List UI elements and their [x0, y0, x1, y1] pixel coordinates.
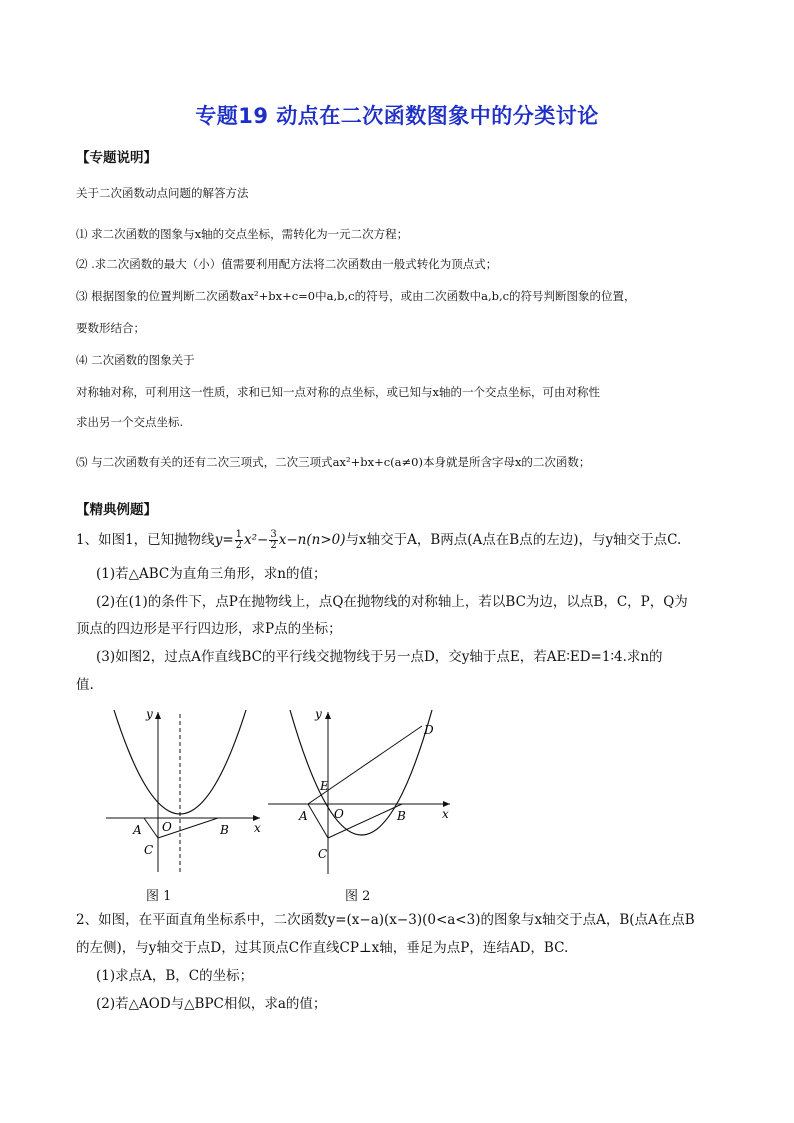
- label-c: C: [144, 843, 154, 857]
- eq-y: y: [214, 532, 223, 548]
- frac-numerator: 3: [270, 529, 277, 540]
- figure-2-caption: 图 2: [345, 889, 371, 904]
- method-item-2: ⑵ .求二次函数的最大（小）值需要利用配方法将二次函数由一般式转化为顶点式；: [76, 257, 498, 271]
- problem-1-prefix: 1、如图1，已知抛物线: [76, 532, 215, 548]
- label-o: O: [334, 807, 344, 821]
- label-a: A: [133, 823, 142, 837]
- fraction-three-halves: [269, 530, 277, 551]
- label-e: E: [320, 779, 329, 793]
- method-item-4-line2: 对称轴对称，可利用这一性质，求和已知一点对称的点坐标，或已知与x轴的一个交点坐标，可由对称性: [76, 385, 600, 399]
- problem-2-statement-line2: 的左侧)，与y轴交于点D，过其顶点C作直线CP⊥x轴，垂足为点P，连结AD，BC.: [76, 940, 569, 956]
- problem-2-question-2: (2)若△AOD与△BPC相似，求a的值；: [96, 996, 327, 1012]
- label-y: y: [146, 707, 153, 721]
- method-item-5: ⑸ 与二次函数有关的还有二次三项式，二次三项式ax²+bx+c(a≠0)本身就是所含字母x的二次函数；: [76, 455, 591, 469]
- eq-remainder: x−n(n>0): [278, 532, 346, 548]
- problem-1-suffix: 与x轴交于A，B两点(A点在B点的左边)，与y轴交于点C.: [345, 532, 682, 548]
- frac-denominator: 2: [270, 540, 277, 551]
- figure-2: [262, 700, 462, 884]
- figure-1-graph: [100, 700, 270, 880]
- problem-1-statement: [76, 530, 681, 551]
- problem-1-question-2-line1: (2)在(1)的条件下，点P在抛物线上，点Q在抛物线的对称轴上，若以BC为边，以点B，C，P，Q为: [96, 594, 688, 610]
- method-item-3-line2: 要数形结合；: [76, 321, 145, 335]
- intro-text: 关于二次函数动点问题的解答方法: [76, 186, 249, 200]
- frac-denominator: 2: [235, 540, 243, 551]
- method-item-3-line1: ⑶ 根据图象的位置判断二次函数ax²+bx+c=0中a,b,c的符号，或由二次函数中a,b,c的符号判断图象的位置，: [76, 289, 636, 303]
- problem-1-question-3-line2: 值.: [76, 677, 94, 693]
- label-x: x: [442, 807, 449, 821]
- eq-equals: =: [222, 532, 234, 548]
- y-axis-arrow: [325, 712, 331, 719]
- frac-numerator: 1: [235, 529, 243, 540]
- fraction-one-half: [235, 530, 243, 551]
- label-o: O: [162, 820, 172, 834]
- segment-ac: [308, 804, 328, 838]
- problem-1-question-3-line1: (3)如图2，过点A作直线BC的平行线交抛物线于另一点D，交y轴于点E，若AE∶ED=1∶4.求n的: [96, 649, 663, 665]
- segment-ac: [144, 818, 158, 838]
- label-b: B: [220, 823, 229, 837]
- parabola-curve: [290, 710, 432, 835]
- figure-2-graph: [262, 700, 462, 880]
- problem-2-question-1: (1)求点A，B，C的坐标；: [96, 968, 254, 984]
- label-y: y: [315, 707, 322, 721]
- figure-1: [100, 700, 270, 884]
- label-d: D: [424, 723, 434, 737]
- page-title: 专题19 动点在二次函数图象中的分类讨论: [195, 104, 599, 128]
- method-item-1: ⑴ 求二次函数的图象与x轴的交点坐标，需转化为一元二次方程；: [76, 227, 409, 241]
- method-item-4-line1: ⑷ 二次函数的图象关于: [76, 353, 195, 367]
- label-x: x: [254, 821, 261, 835]
- label-a: A: [299, 809, 308, 823]
- problem-1-question-1: (1)若△ABC为直角三角形，求n的值；: [96, 566, 327, 582]
- method-item-4-line3: 求出另一个交点坐标.: [76, 415, 184, 429]
- problem-1-question-2-line2: 顶点的四边形是平行四边形，求P点的坐标；: [76, 621, 342, 637]
- section-heading-examples: 【精典例题】: [76, 502, 157, 518]
- label-c: C: [318, 847, 328, 861]
- label-b: B: [397, 809, 406, 823]
- y-axis-arrow: [155, 712, 161, 719]
- figure-1-caption: 图 1: [146, 889, 172, 904]
- problem-2-statement-line1: 2、如图，在平面直角坐标系中，二次函数y=(x−a)(x−3)(0<a<3)的图象与x轴交于点A，B(点A在点B: [76, 912, 695, 928]
- eq-x-squared: x²−: [244, 532, 269, 548]
- section-heading-explanation: 【专题说明】: [76, 150, 157, 166]
